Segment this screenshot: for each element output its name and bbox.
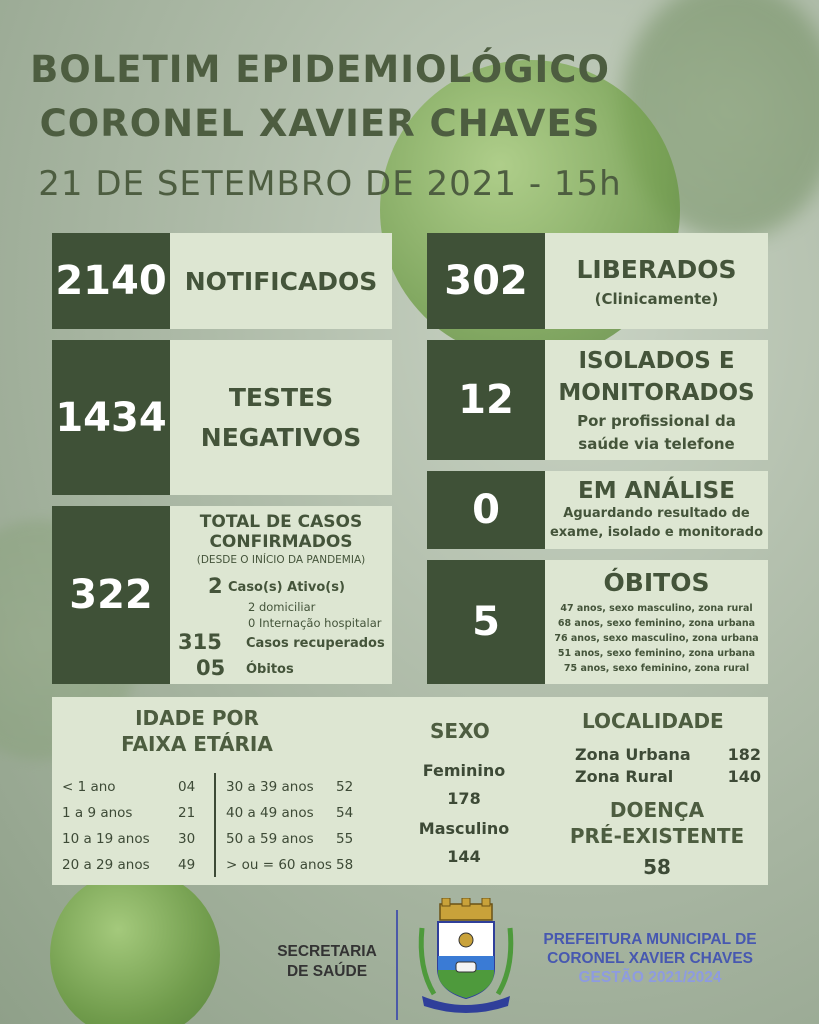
age-count: 55	[336, 831, 354, 847]
footer-divider	[396, 910, 398, 1020]
obito-item: 76 anos, sexo masculino, zona urbana	[554, 633, 759, 644]
liberados-label: LIBERADOS	[576, 254, 737, 284]
age-range: 50 a 59 anos	[226, 831, 314, 847]
sexo-masculino-value: 144	[447, 847, 481, 866]
demographics-panel	[52, 697, 768, 885]
age-count: 58	[336, 857, 354, 873]
doenca-heading-2: PRÉ-EXISTENTE	[569, 824, 745, 848]
card-isolados	[427, 340, 768, 460]
localidade-urbana	[575, 745, 761, 764]
isolados-label-2: MONITORADOS	[558, 380, 755, 406]
age-range: 40 a 49 anos	[226, 805, 314, 821]
analise-label: EM ANÁLISE	[578, 478, 735, 504]
age-count: 30	[178, 831, 196, 847]
doenca-heading-1: DOENÇA	[609, 798, 705, 822]
idade-heading	[97, 705, 297, 757]
doenca-heading	[562, 797, 752, 849]
age-range: > ou = 60 anos	[226, 857, 332, 873]
total-obitos-count: 05	[196, 656, 226, 680]
prefeitura-line-2: CORONEL XAVIER CHAVES	[547, 950, 753, 967]
sexo-masculino-label: Masculino	[418, 819, 510, 838]
card-total-confirmados	[52, 506, 392, 684]
rural-label: Zona Rural	[575, 767, 674, 786]
age-count: 52	[336, 779, 354, 795]
title-line-1: BOLETIM EPIDEMIOLÓGICO	[30, 48, 610, 91]
recuperados-count: 315	[178, 630, 222, 654]
ativos-internacao: 0 Internação hospitalar	[248, 616, 382, 630]
analise-note-1: Aguardando resultado de	[563, 506, 750, 521]
sexo-feminino-label: Feminino	[422, 761, 506, 780]
card-notificados	[52, 233, 392, 329]
localidade-rural	[575, 767, 761, 786]
secretaria-line-2: DE SAÚDE	[286, 963, 368, 980]
analise-note-2: exame, isolado e monitorado	[549, 525, 763, 540]
age-range: < 1 ano	[62, 779, 116, 795]
liberados-value: 302	[427, 233, 545, 329]
gestao-line: GESTÃO 2021/2024	[578, 969, 722, 986]
age-range: 30 a 39 anos	[226, 779, 314, 795]
age-range: 20 a 29 anos	[62, 857, 150, 873]
analise-value: 0	[427, 471, 545, 549]
isolados-label-1: ISOLADOS E	[578, 348, 735, 374]
rural-value: 140	[727, 767, 761, 786]
urbana-label: Zona Urbana	[575, 745, 691, 764]
idade-heading-2: FAIXA ETÁRIA	[121, 732, 273, 756]
testes-label-1: TESTES	[228, 382, 334, 412]
age-range: 1 a 9 anos	[62, 805, 133, 821]
obitos-value: 5	[427, 560, 545, 684]
card-obitos	[427, 560, 768, 684]
obito-item: 75 anos, sexo feminino, zona rural	[563, 663, 750, 674]
urbana-value: 182	[727, 745, 761, 764]
obito-item: 68 anos, sexo feminino, zona urbana	[557, 618, 756, 629]
age-count: 49	[178, 857, 196, 873]
prefeitura-line-1: PREFEITURA MUNICIPAL DE	[543, 931, 757, 948]
secretaria-saude	[262, 942, 392, 982]
age-range: 10 a 19 anos	[62, 831, 150, 847]
doenca-value: 58	[643, 855, 671, 879]
testes-value: 1434	[52, 340, 170, 495]
secretaria-line-1: SECRETARIA	[277, 943, 377, 960]
card-liberados	[427, 233, 768, 329]
recuperados-label: Casos recuperados	[246, 636, 385, 651]
bulletin-date: 21 DE SETEMBRO DE 2021 - 15h	[38, 164, 622, 204]
age-count: 21	[178, 805, 196, 821]
total-heading-2: CONFIRMADOS	[209, 532, 353, 552]
ativos-domiciliar: 2 domiciliar	[248, 600, 316, 614]
isolados-value: 12	[427, 340, 545, 460]
isolados-note-1: Por profissional da	[577, 412, 736, 430]
total-subheading: (DESDE O INÍCIO DA PANDEMIA)	[196, 554, 366, 566]
isolados-note-2: saúde via telefone	[578, 435, 735, 453]
liberados-note: (Clinicamente)	[594, 289, 719, 308]
municipal-crest-icon	[408, 898, 524, 1014]
testes-label-2: NEGATIVOS	[200, 422, 362, 452]
obito-item: 47 anos, sexo masculino, zona rural	[560, 603, 753, 614]
idade-heading-1: IDADE POR	[135, 706, 259, 730]
prefeitura-text	[520, 930, 780, 987]
card-em-analise	[427, 471, 768, 549]
localidade-heading: LOCALIDADE	[582, 709, 724, 733]
virus-decoration-small	[50, 870, 220, 1024]
notificados-label: NOTIFICADOS	[184, 266, 378, 296]
total-obitos-label: Óbitos	[246, 662, 294, 677]
obitos-label: ÓBITOS	[603, 568, 710, 597]
sexo-heading: SEXO	[430, 719, 490, 743]
age-count: 04	[178, 779, 196, 795]
total-value: 322	[52, 506, 170, 684]
ativos-label: Caso(s) Ativo(s)	[228, 580, 345, 595]
age-count: 54	[336, 805, 354, 821]
card-testes-negativos	[52, 340, 392, 495]
obito-item: 51 anos, sexo feminino, zona urbana	[557, 648, 756, 659]
notificados-value: 2140	[52, 233, 170, 329]
age-divider	[214, 773, 216, 877]
sexo-feminino-value: 178	[447, 789, 481, 808]
title-line-2: CORONEL XAVIER CHAVES	[39, 102, 601, 145]
total-heading-1: TOTAL DE CASOS	[199, 512, 363, 532]
ativos-count: 2	[208, 574, 223, 598]
